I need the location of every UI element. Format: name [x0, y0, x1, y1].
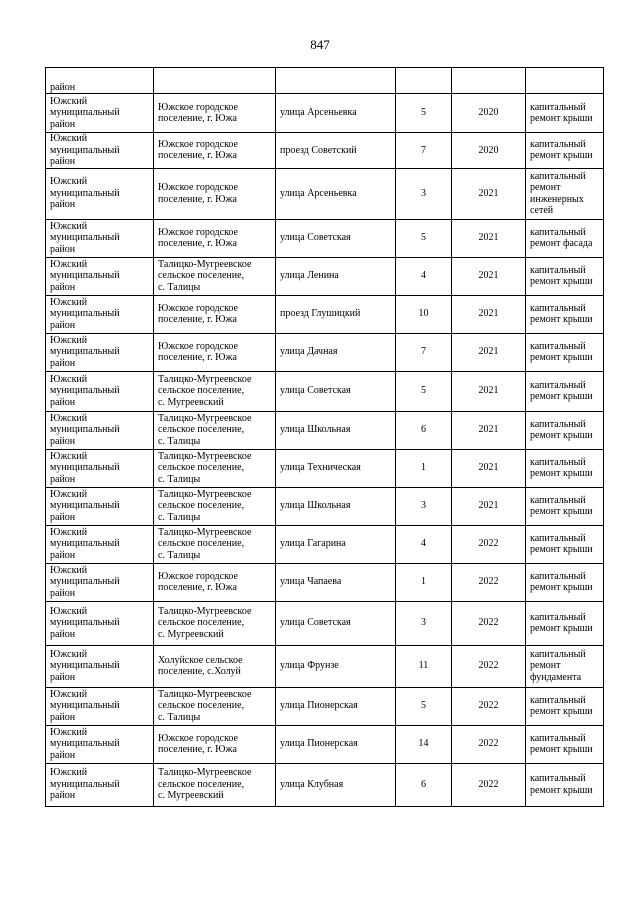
table-row [46, 449, 604, 487]
cell-year [452, 333, 526, 371]
district-text: Южский муниципальный район [50, 220, 120, 255]
district-text: Южский муниципальный район [50, 133, 120, 167]
table-row [46, 601, 604, 645]
house-number-text: 6 [421, 424, 426, 436]
street-text: улица Советская [280, 385, 351, 397]
repair-type-text: капитальный ремонт фундамента [530, 648, 586, 683]
cell-house-number [396, 168, 452, 219]
cell-settlement [154, 219, 276, 257]
cell-street [276, 219, 396, 257]
district-text: Южский муниципальный район [50, 334, 120, 369]
cell-settlement [154, 563, 276, 601]
year-text: 2022 [478, 617, 499, 629]
district-text: Южский муниципальный район [50, 95, 120, 130]
district-text: Южский муниципальный район [50, 258, 120, 293]
table-body [46, 68, 604, 807]
cell-repair-type [526, 257, 604, 295]
cell-repair-type [526, 563, 604, 601]
house-number-text: 4 [421, 538, 426, 550]
settlement-text: Талицко-Мугреевское сельское поселение, с. Мугреевский [158, 605, 252, 640]
house-number-text: 5 [421, 700, 426, 712]
cell-year [452, 295, 526, 333]
repair-type-text: капитальный ремонт крыши [530, 302, 593, 325]
cell-street [276, 487, 396, 525]
settlement-text: Талицко-Мугреевское сельское поселение, с. Талицы [158, 688, 252, 723]
street-text: проезд Глушицкий [280, 308, 361, 320]
repair-type-text: капитальный ремонт фасада [530, 226, 593, 249]
year-text: 2022 [478, 576, 499, 588]
cell-street [276, 94, 396, 133]
cell-house-number [396, 645, 452, 687]
repair-type-text: капитальный ремонт крыши [530, 694, 593, 717]
cell-house-number [396, 449, 452, 487]
cell-district [46, 601, 154, 645]
cell-house-number [396, 725, 452, 763]
district-text: Южский муниципальный район [50, 296, 120, 331]
cell-street [276, 168, 396, 219]
cell-repair-type [526, 725, 604, 763]
repair-type-text: капитальный ремонт крыши [530, 379, 593, 402]
cell-settlement [154, 133, 276, 169]
cell-settlement [154, 68, 276, 94]
street-text: улица Советская [280, 617, 351, 629]
district-text: Южский муниципальный район [50, 564, 120, 599]
cell-street [276, 687, 396, 725]
district-text: Южский муниципальный район [50, 767, 120, 802]
house-number-text: 1 [421, 576, 426, 588]
cell-street [276, 411, 396, 449]
cell-district [46, 687, 154, 725]
cell-house-number [396, 601, 452, 645]
street-text: улица Пионерская [280, 700, 358, 712]
cell-house-number [396, 763, 452, 806]
cell-settlement [154, 333, 276, 371]
repair-type-text: капитальный ремонт крыши [530, 456, 593, 479]
cell-settlement [154, 168, 276, 219]
cell-street [276, 645, 396, 687]
cell-house-number [396, 94, 452, 133]
house-number-text: 5 [421, 232, 426, 244]
cell-year [452, 563, 526, 601]
year-text: 2020 [478, 107, 499, 119]
street-text: улица Пионерская [280, 738, 358, 750]
cell-repair-type [526, 94, 604, 133]
table-row [46, 371, 604, 411]
year-text: 2021 [478, 424, 499, 436]
street-text: проезд Советский [280, 144, 357, 156]
cell-street [276, 763, 396, 806]
cell-house-number [396, 219, 452, 257]
table-row [46, 333, 604, 371]
street-text: улица Советская [280, 232, 351, 244]
house-number-text: 3 [421, 617, 426, 629]
table-row [46, 257, 604, 295]
cell-repair-type [526, 687, 604, 725]
cell-house-number [396, 295, 452, 333]
settlement-text: Талицко-Мугреевское сельское поселение, с. Мугреевский [158, 767, 252, 802]
house-number-text: 3 [421, 500, 426, 512]
table-row [46, 563, 604, 601]
cell-district [46, 94, 154, 133]
cell-settlement [154, 601, 276, 645]
district-text: Южский муниципальный район [50, 726, 120, 761]
district-text: Южский муниципальный район [50, 648, 120, 683]
district-text: Южский муниципальный район [50, 605, 120, 640]
cell-house-number [396, 133, 452, 169]
cell-repair-type [526, 763, 604, 806]
repair-type-text: капитальный ремонт крыши [530, 264, 593, 287]
street-text: улица Техническая [280, 462, 361, 474]
cell-year [452, 601, 526, 645]
cell-street [276, 333, 396, 371]
cell-house-number [396, 563, 452, 601]
year-text: 2021 [478, 270, 499, 282]
repair-type-text: капитальный ремонт крыши [530, 340, 593, 363]
cell-district [46, 333, 154, 371]
district-text: Южский муниципальный район [50, 488, 120, 523]
cell-year [452, 257, 526, 295]
year-text: 2022 [478, 700, 499, 712]
district-text: Южский муниципальный район [50, 526, 120, 561]
cell-settlement [154, 645, 276, 687]
cell-settlement [154, 725, 276, 763]
street-text: улица Школьная [280, 500, 351, 512]
cell-district [46, 371, 154, 411]
cell-repair-type [526, 525, 604, 563]
street-text: улица Чапаева [280, 576, 342, 588]
cell-district [46, 487, 154, 525]
house-number-text: 14 [418, 738, 429, 750]
settlement-text: Южское городское поселение, г. Южа [158, 182, 238, 205]
cell-street [276, 525, 396, 563]
repair-type-text: капитальный ремонт крыши [530, 138, 593, 162]
house-number-text: 1 [421, 462, 426, 474]
cell-settlement [154, 449, 276, 487]
cell-year [452, 94, 526, 133]
cell-year [452, 371, 526, 411]
repair-type-text: капитальный ремонт крыши [530, 101, 593, 124]
settlement-text: Южское городское поселение, г. Южа [158, 732, 238, 755]
house-number-text: 10 [418, 308, 429, 320]
cell-year [452, 763, 526, 806]
district-text: Южский муниципальный район [50, 176, 120, 211]
cell-repair-type [526, 295, 604, 333]
cell-district [46, 411, 154, 449]
cell-settlement [154, 687, 276, 725]
district-text: Южский муниципальный район [50, 412, 120, 447]
cell-year [452, 645, 526, 687]
house-number-text: 7 [421, 346, 426, 358]
settlement-text: Южское городское поселение, г. Южа [158, 302, 238, 325]
table-row [46, 94, 604, 133]
repair-type-text: капитальный ремонт крыши [530, 532, 593, 555]
cell-repair-type [526, 133, 604, 169]
table-row [46, 133, 604, 169]
cell-street [276, 371, 396, 411]
cell-district [46, 645, 154, 687]
cell-district [46, 295, 154, 333]
cell-settlement [154, 94, 276, 133]
cell-district [46, 257, 154, 295]
cell-district [46, 563, 154, 601]
settlement-text: Талицко-Мугреевское сельское поселение, с. Талицы [158, 412, 252, 447]
cell-district [46, 449, 154, 487]
cell-district [46, 525, 154, 563]
cell-settlement [154, 411, 276, 449]
house-number-text: 7 [421, 144, 426, 156]
year-text: 2021 [478, 187, 499, 199]
cell-repair-type [526, 601, 604, 645]
repair-type-text: капитальный ремонт крыши [530, 732, 593, 755]
settlement-text: Холуйское сельское поселение, с.Холуй [158, 654, 243, 677]
cell-district [46, 168, 154, 219]
house-number-text: 6 [421, 778, 426, 790]
table-row [46, 687, 604, 725]
cell-repair-type [526, 333, 604, 371]
district-text: Южский муниципальный район [50, 373, 120, 408]
cell-district [46, 68, 154, 94]
cell-settlement [154, 525, 276, 563]
table-row [46, 487, 604, 525]
cell-street [276, 449, 396, 487]
settlement-text: Талицко-Мугреевское сельское поселение, с. Талицы [158, 450, 252, 485]
cell-house-number [396, 333, 452, 371]
settlement-text: Южское городское поселение, г. Южа [158, 570, 238, 593]
cell-district [46, 219, 154, 257]
table-row [46, 763, 604, 806]
repair-type-text: капитальный ремонт инженерных сетей [530, 170, 586, 216]
street-text: улица Арсеньевка [280, 107, 357, 119]
year-text: 2021 [478, 346, 499, 358]
house-number-text: 11 [418, 660, 429, 672]
cell-street [276, 601, 396, 645]
repair-type-text: капитальный ремонт крыши [530, 611, 593, 634]
cell-year [452, 525, 526, 563]
cell-district [46, 133, 154, 169]
street-text: улица Дачная [280, 346, 338, 358]
street-text: улица Школьная [280, 424, 351, 436]
year-text: 2022 [478, 778, 499, 790]
settlement-text: Талицко-Мугреевское сельское поселение, с. Талицы [158, 488, 252, 523]
settlement-text: Талицко-Мугреевское сельское поселение, с. Мугреевский [158, 373, 252, 408]
cell-house-number [396, 68, 452, 94]
cell-settlement [154, 763, 276, 806]
cell-street [276, 257, 396, 295]
settlement-text: Южское городское поселение, г. Южа [158, 226, 238, 249]
cell-year [452, 68, 526, 94]
cell-year [452, 487, 526, 525]
cell-house-number [396, 487, 452, 525]
street-text: улица Ленина [280, 270, 339, 282]
year-text: 2021 [478, 462, 499, 474]
cell-settlement [154, 257, 276, 295]
cell-year [452, 133, 526, 169]
repair-type-text: капитальный ремонт крыши [530, 570, 593, 593]
table-row [46, 295, 604, 333]
cell-street [276, 68, 396, 94]
house-number-text: 4 [421, 270, 426, 282]
settlement-text: Южское городское поселение, г. Южа [158, 138, 238, 162]
settlement-text: Южское городское поселение, г. Южа [158, 101, 238, 124]
house-number-text: 5 [421, 385, 426, 397]
housing-repair-table [45, 67, 604, 807]
cell-house-number [396, 411, 452, 449]
repair-type-text: капитальный ремонт крыши [530, 494, 593, 517]
year-text: 2020 [478, 144, 499, 156]
year-text: 2022 [478, 738, 499, 750]
cell-year [452, 449, 526, 487]
repair-type-text: капитальный ремонт крыши [530, 418, 593, 441]
district-text: район [50, 81, 76, 93]
cell-street [276, 295, 396, 333]
street-text: улица Клубная [280, 778, 344, 790]
cell-district [46, 725, 154, 763]
cell-year [452, 725, 526, 763]
cell-street [276, 133, 396, 169]
cell-repair-type [526, 487, 604, 525]
cell-repair-type [526, 68, 604, 94]
house-number-text: 3 [421, 187, 426, 199]
year-text: 2021 [478, 308, 499, 320]
cell-street [276, 725, 396, 763]
cell-year [452, 411, 526, 449]
table-row [46, 725, 604, 763]
page-number: 847 [310, 37, 330, 52]
table-row [46, 411, 604, 449]
table-row [46, 525, 604, 563]
cell-settlement [154, 487, 276, 525]
settlement-text: Южское городское поселение, г. Южа [158, 340, 238, 363]
cell-district [46, 763, 154, 806]
street-text: улица Арсеньевка [280, 187, 357, 199]
cell-repair-type [526, 645, 604, 687]
year-text: 2022 [478, 538, 499, 550]
settlement-text: Талицко-Мугреевское сельское поселение, с. Талицы [158, 258, 252, 293]
district-text: Южский муниципальный район [50, 450, 120, 485]
repair-type-text: капитальный ремонт крыши [530, 773, 593, 796]
cell-house-number [396, 525, 452, 563]
table-row [46, 68, 604, 94]
street-text: улица Гагарина [280, 538, 346, 550]
cell-settlement [154, 371, 276, 411]
table-row [46, 645, 604, 687]
street-text: улица Фрунзе [280, 660, 339, 672]
table-row [46, 168, 604, 219]
cell-repair-type [526, 371, 604, 411]
table-row [46, 219, 604, 257]
cell-repair-type [526, 168, 604, 219]
house-number-text: 5 [421, 107, 426, 119]
year-text: 2022 [478, 660, 499, 672]
year-text: 2021 [478, 232, 499, 244]
cell-house-number [396, 257, 452, 295]
cell-street [276, 563, 396, 601]
district-text: Южский муниципальный район [50, 688, 120, 723]
cell-house-number [396, 687, 452, 725]
cell-house-number [396, 371, 452, 411]
cell-settlement [154, 295, 276, 333]
cell-repair-type [526, 219, 604, 257]
settlement-text: Талицко-Мугреевское сельское поселение, с. Талицы [158, 526, 252, 561]
cell-repair-type [526, 411, 604, 449]
year-text: 2021 [478, 385, 499, 397]
cell-year [452, 687, 526, 725]
cell-repair-type [526, 449, 604, 487]
cell-year [452, 219, 526, 257]
year-text: 2021 [478, 500, 499, 512]
cell-year [452, 168, 526, 219]
